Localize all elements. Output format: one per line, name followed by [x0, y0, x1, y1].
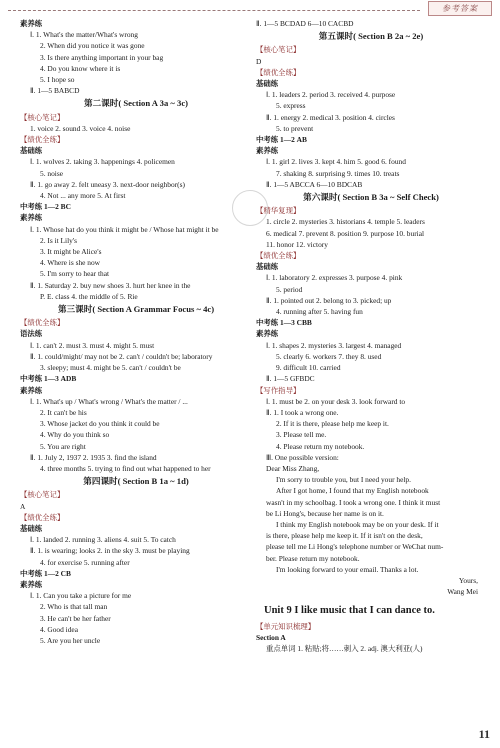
answer-line: ber. Please return my notebook. [266, 553, 360, 563]
answer-line: 7. shaking 8. surprising 9. times 10. treats [276, 168, 400, 178]
answer-line: I'm looking forward to your email. Thanks a lot. [276, 564, 419, 574]
answer-line: 3. He can't be her father [40, 613, 111, 623]
answer-line: 4. Not ... any more 5. At first [40, 191, 126, 201]
answer-line: is there, please help me keep it. If it isn't on the desk, [266, 531, 423, 541]
right-column [256, 18, 486, 654]
answer-line: 3. Whose jacket do you think it could be [40, 419, 160, 429]
answer-line: Ⅰ. 1. What's the matter/What's wrong [30, 30, 138, 40]
answer-line: 5. I'm sorry to hear that [40, 269, 110, 279]
answer-line: Ⅰ. 1. must be 2. on your desk 3. look forward to [266, 396, 406, 406]
answer-line: Ⅱ. 1. go away 2. felt uneasy 3. next-door neighbor(s) [30, 179, 185, 189]
page-header [8, 0, 492, 14]
answer-line: 【绩优全练】 [20, 135, 65, 145]
answer-line: 6. medical 7. prevent 8. position 9. purpose 10. burial [266, 228, 425, 238]
answer-line: Ⅱ. 1—5 BABCD [30, 86, 80, 96]
answer-line: 4. three months 5. trying to find out what happened to her [40, 463, 211, 473]
answer-line: 5. Are you her uncle [40, 635, 101, 645]
answer-line: 【核心笔记】 [20, 112, 65, 122]
answer-line: 【单元知识梳理】 [256, 621, 316, 631]
answer-line: Ⅰ. 1. wolves 2. taking 3. happenings 4. policemen [30, 157, 175, 167]
answer-line: 3. sleepy; must 4. might be 5. can't / couldn't be [40, 363, 181, 373]
header-rule [8, 10, 420, 11]
answer-line: Ⅱ. 1. I took a wrong one. [266, 407, 339, 417]
answer-line: 【绩优全练】 [256, 251, 301, 261]
answer-line: wasn't in my schoolbag. I took a wrong one. I think it must [266, 497, 441, 507]
section-title: 第四课时( Section B 1a ~ 1d) [83, 476, 189, 487]
answer-line: 5. I hope so [40, 75, 75, 85]
answer-line: Ⅱ. 1. could/might/ may not be 2. can't / couldn't be; laboratory [30, 351, 213, 361]
answer-line: 中考练 1—2 CB [20, 568, 71, 578]
answer-line: 素养练 [20, 19, 43, 28]
answer-line: Ⅱ. 1. July 2, 1937 2. 1935 3. find the island [30, 452, 157, 462]
answer-line: P. E. class 4. the middle of 5. Rie [40, 291, 138, 301]
answer-line: 5. express [276, 101, 306, 111]
answer-line: Ⅰ. 1. landed 2. running 3. aliens 4. suit 5. To catch [30, 535, 176, 545]
answer-line: 素养练 [256, 329, 279, 339]
answer-line: Ⅰ. 1. shapes 2. mysteries 3. largest 4. managed [266, 340, 402, 350]
answer-line: 语法练 [20, 329, 43, 339]
answer-line: 3. Please tell me. [276, 430, 327, 440]
answer-line: 4. Good idea [40, 624, 78, 634]
answer-line: 【绩优全练】 [20, 512, 65, 522]
answer-line: Ⅰ. 1. leaders 2. period 3. received 4. purpose [266, 90, 396, 100]
answer-line: 4. Please return my notebook. [276, 441, 365, 451]
answer-line: Ⅱ. 1. pointed out 2. belong to 3. picked; up [266, 295, 392, 305]
answer-line: After I got home, I found that my English notebook [276, 486, 429, 496]
answer-line: 2. When did you notice it was gone [40, 41, 145, 51]
answer-line: 5. clearly 6. workers 7. they 8. used [276, 351, 382, 361]
answer-line: 重点单词 1. 粘贴;将……刺入 2. adj. 澳大利亚(人) [266, 643, 423, 653]
answer-line: 1. voice 2. sound 3. voice 4. noise [30, 123, 131, 133]
left-column [20, 18, 252, 646]
answer-line: 中考练 1—2 BC [20, 202, 71, 212]
answer-line: Ⅰ. 1. laboratory 2. expresses 3. purpose 4. pink [266, 273, 403, 283]
answer-line: 中考练 1—3 CBB [256, 318, 312, 328]
answer-line: 4. running after 5. having fun [276, 307, 363, 317]
answer-line: 中考练 1—2 AB [256, 135, 307, 145]
answer-line: I think my English notebook may be on your desk. If it [276, 519, 439, 529]
answer-line: 2. Is it Lily's [40, 235, 78, 245]
unit-title: Unit 9 I like music that I can dance to. [264, 605, 435, 617]
answer-line: Ⅰ. 1. What's up / What's wrong / What's the matter / ... [30, 396, 188, 406]
answer-line: 【写作指导】 [256, 385, 301, 395]
answer-line: be Li Hong's, because her name is on it. [266, 508, 384, 518]
answer-line: 【核心笔记】 [20, 490, 65, 500]
answer-line: Ⅰ. 1. Can you take a picture for me [30, 591, 132, 601]
answer-line: 4. Do you know where it is [40, 63, 121, 73]
answer-line: 【绩优全练】 [20, 318, 65, 328]
answer-line: 素养练 [20, 385, 43, 395]
answer-line: Ⅱ. 1. is wearing; looks 2. in the sky 3. must be playing [30, 546, 190, 556]
answer-line: 4. for exercise 5. running after [40, 557, 130, 567]
answer-line: 素养练 [20, 579, 43, 589]
answer-line: 基础练 [20, 523, 43, 533]
answer-line: 2. Who is that tall man [40, 602, 108, 612]
section-title: 第二课时( Section A 3a ~ 3c) [83, 98, 188, 109]
answer-line: 3. It might be Alice's [40, 247, 102, 257]
answer-line: 9. difficult 10. carried [276, 363, 341, 373]
answer-line: I'm sorry to trouble you, but I need your help. [276, 475, 411, 485]
answer-line: Dear Miss Zhang, [266, 463, 320, 473]
answer-line: 素养练 [20, 213, 43, 223]
answer-line: 【精华复现】 [256, 206, 301, 216]
answer-line: 基础练 [256, 79, 279, 89]
answer-line: 5. to prevent [276, 123, 314, 133]
answer-line: 2. It can't be his [40, 407, 87, 417]
answer-line: Ⅱ. 1—5 BCDAD 6—10 CACBD [256, 19, 354, 28]
answer-line: Wang Mei [447, 587, 478, 597]
section-title: 第六课时( Section B 3a ~ Self Check) [303, 192, 439, 203]
answer-line: 【核心笔记】 [256, 45, 301, 55]
answer-line: 4. Why do you think so [40, 430, 110, 440]
answer-line: 中考练 1—3 ADB [20, 374, 77, 384]
answer-line: 4. Where is she now [40, 258, 101, 268]
answer-line: 基础练 [256, 262, 279, 272]
answer-line: 2. If it is there, please help me keep it. [276, 419, 389, 429]
answer-line: Yours, [458, 575, 478, 585]
answer-line: Section A [256, 632, 286, 642]
answer-line: 5. period [276, 284, 303, 294]
answer-line: please tell me Li Hong's telephone number or WeChat num- [266, 542, 444, 552]
section-title: 第三课时( Section A Grammar Focus ~ 4c) [57, 304, 215, 315]
answer-line: Ⅱ. 1—5 ABCCA 6—10 BDCAB [266, 179, 363, 189]
answer-key-badge: 参考答案 [428, 1, 492, 16]
answer-line: 5. noise [40, 168, 63, 178]
answer-line: Ⅱ. 1. Saturday 2. buy new shoes 3. hurt her knee in the [30, 280, 191, 290]
answer-line: 11. honor 12. victory [266, 239, 328, 249]
answer-line: D [256, 56, 262, 66]
section-title: 第五课时( Section B 2a ~ 2e) [318, 31, 424, 42]
answer-line: 3. Is there anything important in your bag [40, 52, 164, 62]
watermark-stamp [232, 190, 268, 226]
answer-line: 1. circle 2. mysteries 3. historians 4. temple 5. leaders [266, 217, 425, 227]
answer-line: Ⅰ. 1. Whose hat do you think it might be / Whose hat might it be [30, 224, 219, 234]
answer-line: Ⅰ. 1. can't 2. must 3. must 4. might 5. must [30, 340, 155, 350]
answer-line: Ⅱ. 1—5 GFBDC [266, 374, 315, 384]
answer-line: 5. You are right [40, 441, 86, 451]
page-number: 11 [478, 727, 490, 741]
answer-line: Ⅰ. 1. girl 2. lives 3. kept 4. him 5. good 6. found [266, 157, 406, 167]
answer-line: 【绩优全练】 [256, 67, 301, 77]
answer-line: Ⅲ. One possible version: [266, 452, 339, 462]
answer-line: Ⅱ. 1. energy 2. medical 3. position 4. circles [266, 112, 395, 122]
answer-line: 素养练 [256, 146, 279, 156]
answer-line: 基础练 [20, 146, 43, 156]
answer-line: A [20, 501, 26, 511]
